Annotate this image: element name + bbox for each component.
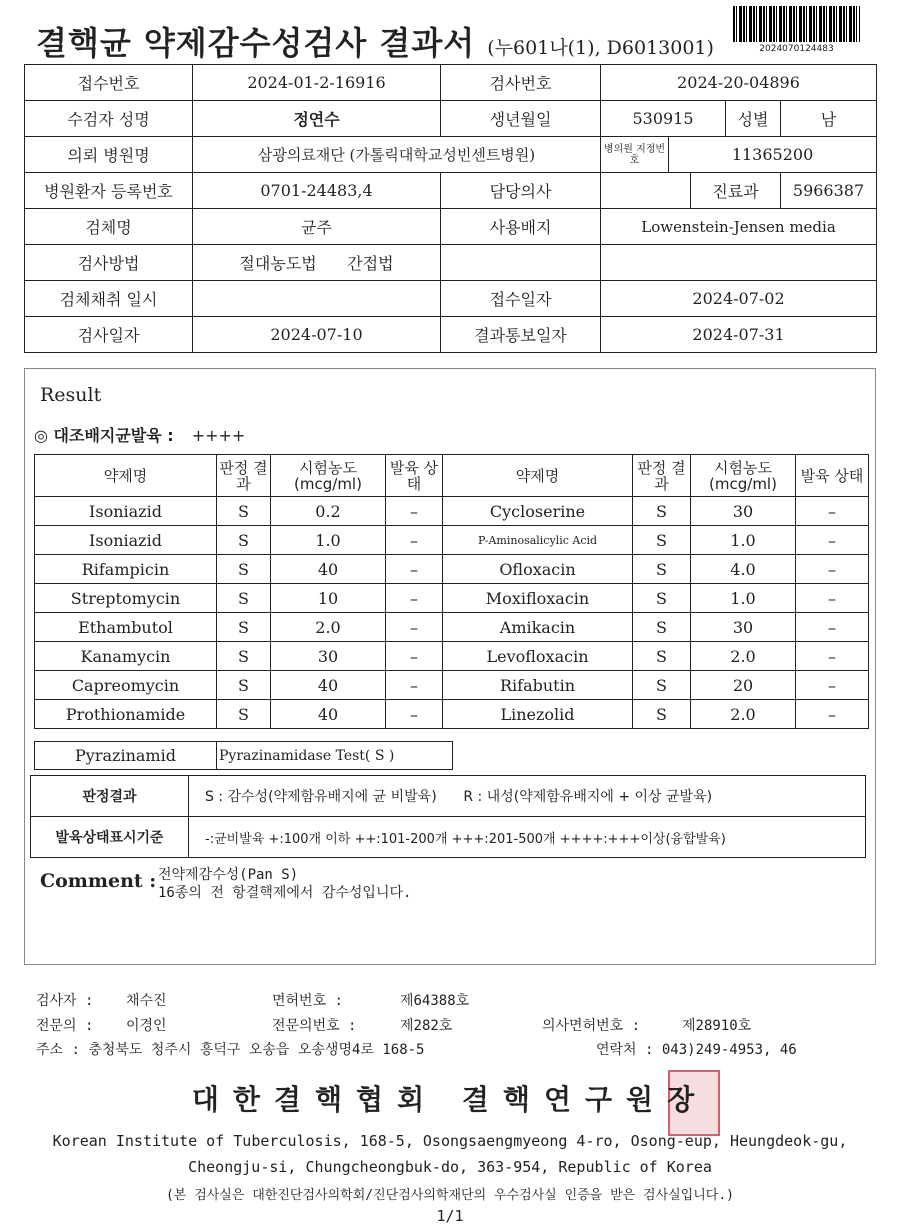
judgement: S bbox=[217, 642, 271, 671]
patient-info-table bbox=[24, 64, 877, 353]
judgement: S bbox=[633, 671, 691, 700]
report-date: 2024-07-31 bbox=[601, 317, 877, 353]
collection bbox=[193, 281, 441, 317]
judgement: S bbox=[217, 497, 271, 526]
growth-label: 발육상태표시기준 bbox=[31, 817, 189, 858]
pyrazinamide-table bbox=[34, 741, 453, 770]
specialist: 이경인 bbox=[126, 1018, 167, 1034]
empty-cell bbox=[441, 245, 601, 281]
barcode-number: 2024070124483 bbox=[759, 44, 834, 54]
result-heading: Result bbox=[40, 384, 102, 406]
s-definition: S : 감수성(약제함유배지에 균 비발육) bbox=[205, 789, 437, 805]
r-definition: R : 내성(약제함유배지에 + 이상 균발육) bbox=[463, 789, 713, 805]
specialist-no-label: 전문의번호 : bbox=[272, 1018, 357, 1034]
growth-status: – bbox=[386, 613, 443, 642]
english-address-1: Korean Institute of Tuberculosis, 168-5, Osongsaengmyeong 4-ro, Osong-eup, Heungdeok-gu, bbox=[52, 1132, 848, 1150]
comment bbox=[158, 866, 411, 902]
growth-status: – bbox=[796, 497, 869, 526]
drug-name: Rifampicin bbox=[35, 555, 217, 584]
drug-name: Levofloxacin bbox=[443, 642, 633, 671]
drug-name: Linezolid bbox=[443, 700, 633, 729]
label: 검사번호 bbox=[441, 65, 601, 101]
comment-line: 16종의 전 항결핵제에서 감수성입니다. bbox=[158, 885, 412, 901]
judgement: S bbox=[217, 671, 271, 700]
judgement: S bbox=[217, 555, 271, 584]
column-header: 발육 상태 bbox=[796, 455, 869, 497]
concentration: 40 bbox=[271, 671, 386, 700]
concentration: 2.0 bbox=[271, 613, 386, 642]
drug-name: Isoniazid bbox=[35, 497, 217, 526]
concentration: 30 bbox=[691, 497, 796, 526]
control-label: ◎ 대조배지균발육 : bbox=[34, 426, 174, 445]
column-header: 약제명 bbox=[35, 455, 217, 497]
growth-status: – bbox=[796, 584, 869, 613]
tester-label: 검사자 : bbox=[36, 993, 94, 1009]
growth-status: – bbox=[386, 642, 443, 671]
judgement: S bbox=[217, 613, 271, 642]
susceptibility-table bbox=[34, 454, 869, 729]
patient-name: 정연수 bbox=[193, 101, 441, 137]
address-label: 주소 : bbox=[36, 1042, 80, 1058]
reception-no: 2024-01-2-16916 bbox=[193, 65, 441, 101]
drug-name: Cycloserine bbox=[443, 497, 633, 526]
test-date: 2024-07-10 bbox=[193, 317, 441, 353]
label: 사용배지 bbox=[441, 209, 601, 245]
table-header bbox=[35, 455, 869, 497]
method-2: 간접법 bbox=[347, 254, 394, 273]
hospital: 삼광의료재단 (가톨릭대학교성빈센트병원) bbox=[193, 137, 601, 173]
column-header: 약제명 bbox=[443, 455, 633, 497]
judgement-label: 판정결과 bbox=[31, 776, 189, 817]
medium: Lowenstein-Jensen media bbox=[601, 209, 877, 245]
growth-status: – bbox=[796, 642, 869, 671]
judgement: S bbox=[633, 584, 691, 613]
drug-name: Ethambutol bbox=[35, 613, 217, 642]
label: 병의원 지정번호 bbox=[601, 137, 669, 173]
label: 생년월일 bbox=[441, 101, 601, 137]
hospital-code: 11365200 bbox=[669, 137, 877, 173]
doctor-license: 제28910호 bbox=[682, 1018, 752, 1034]
concentration: 30 bbox=[691, 613, 796, 642]
tester: 채수진 bbox=[126, 993, 167, 1009]
growth-text: -:균비발육 +:100개 이하 ++:101-200개 +++:201-500개 ++++:+++이상(융합발육) bbox=[189, 817, 866, 858]
growth-status: – bbox=[386, 700, 443, 729]
method bbox=[193, 245, 441, 281]
growth-status: – bbox=[386, 497, 443, 526]
barcode bbox=[733, 6, 860, 42]
concentration: 10 bbox=[271, 584, 386, 613]
drug-name: P-Aminosalicylic Acid bbox=[443, 526, 633, 555]
specimen: 균주 bbox=[193, 209, 441, 245]
certification-note: (본 검사실은 대한진단검사의학회/진단검사의학재단의 우수검사실 인증을 받은 검사실입니다.) bbox=[165, 1188, 735, 1203]
drug-name: Capreomycin bbox=[35, 671, 217, 700]
judgement: S bbox=[633, 613, 691, 642]
judgement-text bbox=[189, 776, 866, 817]
growth-status: – bbox=[796, 526, 869, 555]
title-text: 결핵균 약제감수성검사 결과서 bbox=[36, 24, 476, 62]
drug-name: Prothionamide bbox=[35, 700, 217, 729]
contact bbox=[596, 1039, 797, 1059]
concentration: 40 bbox=[271, 700, 386, 729]
document-title bbox=[36, 18, 714, 64]
table-row bbox=[35, 642, 869, 671]
growth-status: – bbox=[796, 613, 869, 642]
column-header: 시험농도 (mcg/ml) bbox=[271, 455, 386, 497]
judgement: S bbox=[633, 700, 691, 729]
legend-table bbox=[30, 775, 866, 858]
address bbox=[36, 1039, 425, 1059]
pza-value: Pyrazinamidase Test( S ) bbox=[217, 742, 453, 770]
drug-name: Kanamycin bbox=[35, 642, 217, 671]
comment-line: 전약제감수성(Pan S) bbox=[158, 867, 299, 883]
sex: 남 bbox=[781, 101, 877, 137]
column-header: 시험농도 (mcg/ml) bbox=[691, 455, 796, 497]
drug-name: Streptomycin bbox=[35, 584, 217, 613]
growth-status: – bbox=[796, 700, 869, 729]
growth-status: – bbox=[386, 671, 443, 700]
judgement: S bbox=[633, 555, 691, 584]
column-header: 판정 결과 bbox=[633, 455, 691, 497]
table-row bbox=[35, 613, 869, 642]
doctor bbox=[601, 173, 691, 209]
concentration: 1.0 bbox=[691, 526, 796, 555]
label: 병원환자 등록번호 bbox=[25, 173, 193, 209]
label: 의뢰 병원명 bbox=[25, 137, 193, 173]
judgement: S bbox=[217, 526, 271, 555]
judgement: S bbox=[217, 700, 271, 729]
table-row bbox=[35, 700, 869, 729]
judgement: S bbox=[633, 526, 691, 555]
label: 접수번호 bbox=[25, 65, 193, 101]
specialist-no: 제282호 bbox=[400, 1018, 453, 1034]
concentration: 4.0 bbox=[691, 555, 796, 584]
growth-status: – bbox=[796, 555, 869, 584]
specialist-label: 전문의 : bbox=[36, 1018, 94, 1034]
label: 검체명 bbox=[25, 209, 193, 245]
pza-label: Pyrazinamid bbox=[35, 742, 217, 770]
test-no: 2024-20-04896 bbox=[601, 65, 877, 101]
drug-name: Amikacin bbox=[443, 613, 633, 642]
empty-cell bbox=[601, 245, 877, 281]
drug-name: Isoniazid bbox=[35, 526, 217, 555]
growth-status: – bbox=[796, 671, 869, 700]
concentration: 0.2 bbox=[271, 497, 386, 526]
table-row bbox=[35, 497, 869, 526]
concentration: 20 bbox=[691, 671, 796, 700]
contact-value: 043)249-4953, 46 bbox=[661, 1042, 797, 1058]
concentration: 1.0 bbox=[691, 584, 796, 613]
concentration: 2.0 bbox=[691, 700, 796, 729]
dept: 5966387 bbox=[781, 173, 877, 209]
doctor-license-label: 의사면허번호 : bbox=[542, 1018, 641, 1034]
contact-label: 연락처 : bbox=[596, 1042, 654, 1058]
column-header: 발육 상태 bbox=[386, 455, 443, 497]
judgement: S bbox=[217, 584, 271, 613]
label: 수검자 성명 bbox=[25, 101, 193, 137]
address-value: 충청북도 청주시 흥덕구 오송읍 오송생명4로 168-5 bbox=[88, 1042, 425, 1058]
method-1: 절대농도법 bbox=[239, 254, 317, 273]
concentration: 2.0 bbox=[691, 642, 796, 671]
judgement: S bbox=[633, 642, 691, 671]
form-code: (누601나(1), D6013001) bbox=[487, 37, 714, 59]
judgement: S bbox=[633, 497, 691, 526]
received-date: 2024-07-02 bbox=[601, 281, 877, 317]
concentration: 1.0 bbox=[271, 526, 386, 555]
label: 검사방법 bbox=[25, 245, 193, 281]
comment-label: Comment : bbox=[40, 870, 157, 892]
drug-name: Ofloxacin bbox=[443, 555, 633, 584]
table-row bbox=[35, 555, 869, 584]
growth-status: – bbox=[386, 526, 443, 555]
page-number: 1/1 bbox=[436, 1207, 464, 1225]
license: 제64388호 bbox=[400, 993, 470, 1009]
label: 검체채취 일시 bbox=[25, 281, 193, 317]
table-row bbox=[35, 671, 869, 700]
label: 성별 bbox=[726, 101, 781, 137]
drug-name: Rifabutin bbox=[443, 671, 633, 700]
organization-name: 대한결핵협회 결핵연구원장 bbox=[191, 1083, 709, 1116]
growth-status: – bbox=[386, 584, 443, 613]
label: 검사일자 bbox=[25, 317, 193, 353]
drug-name: Moxifloxacin bbox=[443, 584, 633, 613]
table-row bbox=[35, 584, 869, 613]
growth-status: – bbox=[386, 555, 443, 584]
label: 결과통보일자 bbox=[441, 317, 601, 353]
column-header: 판정 결과 bbox=[217, 455, 271, 497]
english-address-2: Cheongju-si, Chungcheongbuk-do, 363-954, Republic of Korea bbox=[188, 1158, 712, 1176]
birth: 530915 bbox=[601, 101, 726, 137]
label: 담당의사 bbox=[441, 173, 601, 209]
label: 진료과 bbox=[691, 173, 781, 209]
label: 접수일자 bbox=[441, 281, 601, 317]
concentration: 30 bbox=[271, 642, 386, 671]
table-row bbox=[35, 526, 869, 555]
control-growth bbox=[34, 423, 245, 446]
control-value: ++++ bbox=[191, 426, 246, 445]
concentration: 40 bbox=[271, 555, 386, 584]
license-label: 면허번호 : bbox=[272, 993, 343, 1009]
patient-reg: 0701-24483,4 bbox=[193, 173, 441, 209]
